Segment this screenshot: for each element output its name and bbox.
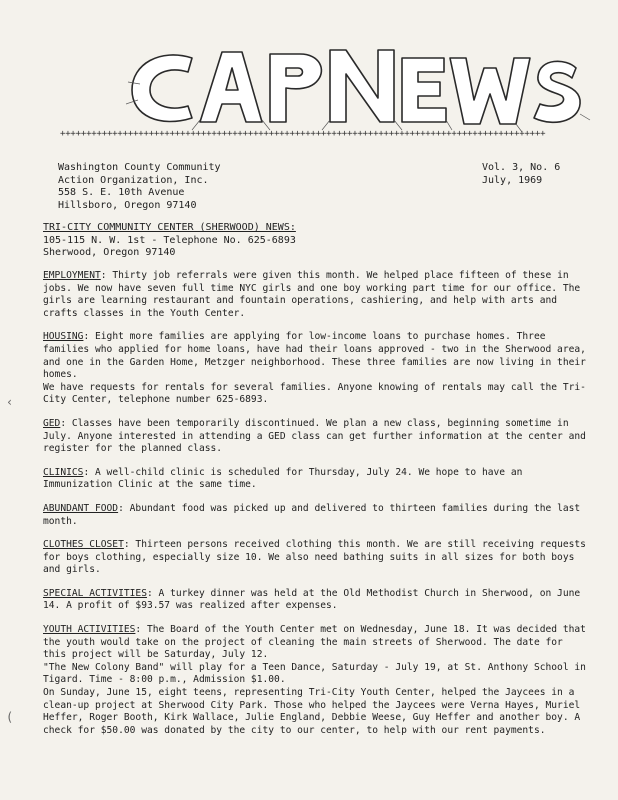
section-label: YOUTH ACTIVITIES	[43, 624, 136, 636]
tricity-heading: TRI-CITY COMMUNITY CENTER (SHERWOOD) NEWS:	[43, 222, 296, 233]
section-label: CLOTHES CLOSET	[43, 539, 124, 551]
section-text: : A well-child clinic is scheduled for Thursday, July 24. We hope to have an Immunization Clinic at the same time.	[43, 466, 523, 491]
publisher-address	[58, 162, 221, 212]
address-line: Hillsboro, Oregon 97140	[58, 199, 197, 211]
letter-a	[200, 52, 262, 122]
section-text: We have requests for rentals for several families. Anyone knowing of rentals may call the Tri-City Center, telephone number 625-6893.	[43, 381, 586, 406]
address-line: Washington County Community	[58, 162, 221, 173]
section-label: HOUSING	[43, 331, 84, 343]
issue-volume: Vol. 3, No. 6	[482, 162, 561, 173]
section-employment	[43, 270, 588, 320]
tricity-address-line: 105-115 N. W. 1st - Telephone No. 625-6893	[43, 234, 296, 246]
masthead	[0, 24, 618, 136]
section-label: GED	[43, 417, 61, 429]
letter-n	[330, 50, 394, 122]
section-text: : Thirteen persons received clothing this month. We are still receiving requests for boys clothing, especially size 10. We also need bathing suits in all sizes for both boys and girls.	[43, 539, 586, 576]
letter-w	[450, 58, 530, 124]
section-ged	[43, 418, 588, 456]
section-abundant-food	[43, 503, 588, 528]
section-text: : Abundant food was picked up and delivered to thirteen families during the last month.	[43, 502, 581, 527]
section-text: : The Board of the Youth Center met on Wednesday, June 18. It was decided that the youth would take on the project of cleaning the main streets of Sherwood. The date for this project will be Saturday, July 12.	[43, 624, 586, 661]
margin-punch-mark: ‹	[6, 395, 14, 409]
section-text: : Thirty job referrals were given this month. We helped place fifteen of these in jobs. We now have seven full time NYC girls and one boy working part time for our office. The girls are learning restaurant and fountain operations, cashiering, and help with arts and crafts classes in the Youth Center.	[43, 270, 581, 319]
section-text: : Eight more families are applying for low-income loans to purchase homes. Three families who applied for home loans, have had their loans approved - two in the Sherwood area, and one in the Garden Home, Metzger neighborhood. These three families are now living in their homes.	[43, 331, 586, 381]
section-youth-activities	[43, 624, 588, 737]
letter-c	[132, 55, 192, 122]
section-label: EMPLOYMENT	[43, 270, 101, 281]
letter-e	[402, 58, 446, 122]
letter-p	[270, 54, 321, 122]
divider-plus-rule: +++++++++++++++++++++++++++++++++++++++++++++++++++++++++++++++++++++++++++++++++++++++++++++	[60, 129, 546, 139]
section-clothes-closet	[43, 539, 588, 577]
section-text: "The New Colony Band" will play for a Teen Dance, Saturday - July 19, at St. Anthony School in Tigard. Time - 8:00 p.m., Admission $1.00.	[43, 661, 586, 686]
section-text: : Classes have been temporarily discontinued. We plan a new class, beginning sometime in July. Anyone interested in attending a GED class can get further information at the center and register for the planned class.	[43, 417, 586, 455]
section-text: On Sunday, June 15, eight teens, representing Tri-City Youth Center, helped the Jaycees in a clean-up project at Sherwood City Park. Those who helped the Jaycees were Verna Hayes, Muriel Heffer, Roger Booth, Kirk Wallace, Julie England, Debbie Weese, Guy Heffer and another boy. A check for $50.00 was donated by the city to our center, to help with our rent payments.	[43, 687, 581, 736]
section-housing	[43, 331, 588, 407]
section-label: CLINICS	[43, 466, 84, 478]
section-special-activities	[43, 588, 588, 613]
address-line: Action Organization, Inc.	[58, 174, 209, 186]
margin-punch-mark: (	[6, 710, 14, 724]
section-label: ABUNDANT FOOD	[43, 502, 119, 514]
address-line: 558 S. E. 10th Avenue	[58, 187, 185, 198]
tricity-center-block	[43, 222, 296, 260]
masthead-lettering	[0, 24, 618, 136]
section-label: SPECIAL ACTIVITIES	[43, 587, 147, 599]
section-clinics	[43, 467, 588, 492]
section-text: : A turkey dinner was held at the Old Methodist Church in Sherwood, on June 14. A profit of $93.57 was realized after expenses.	[43, 587, 581, 612]
news-body	[43, 270, 588, 748]
letter-s	[534, 61, 580, 122]
issue-date: July, 1969	[482, 174, 543, 186]
issue-info	[482, 162, 560, 187]
tricity-city-line: Sherwood, Oregon 97140	[43, 247, 176, 258]
